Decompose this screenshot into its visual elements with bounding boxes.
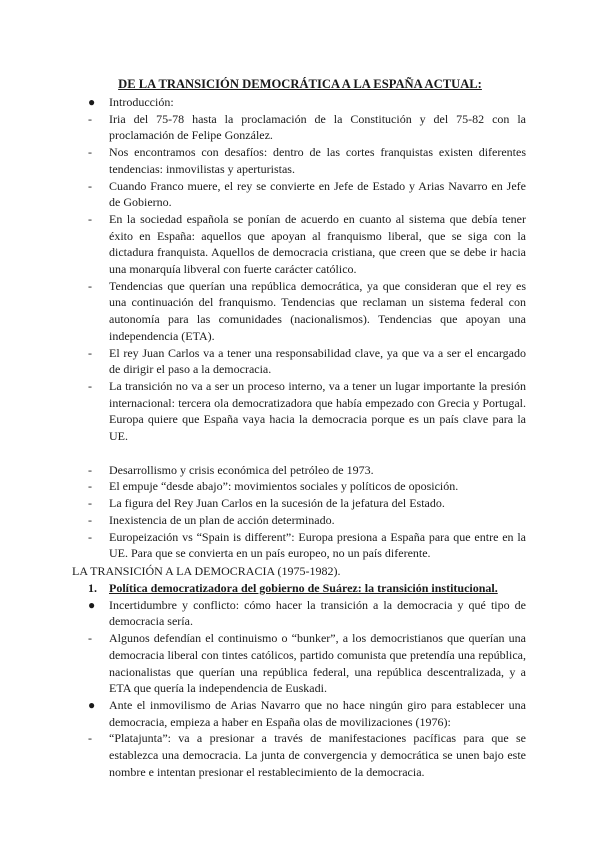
list-item xyxy=(88,278,526,345)
list-item-text: Inexistencia de un plan de acción determinado. xyxy=(109,512,335,527)
bullet-marker: ● xyxy=(88,697,96,712)
list-item xyxy=(88,211,526,278)
document-title: DE LA TRANSICIÓN DEMOCRÁTICA A LA ESPAÑA ACTUAL: xyxy=(118,77,482,91)
bullet-marker: ● xyxy=(88,597,96,612)
dash-marker: - xyxy=(88,631,92,646)
list-item xyxy=(88,111,526,144)
dash-marker: - xyxy=(88,529,92,544)
list-item-text: Cuando Franco muere, el rey se convierte en Jefe de Estado y Arias Navarro en Jefe de Gobierno. xyxy=(109,178,526,210)
dash-marker: - xyxy=(88,512,92,527)
section-list xyxy=(88,580,526,780)
dash-marker: - xyxy=(88,345,92,360)
list-item xyxy=(88,697,526,730)
list-item xyxy=(88,345,526,378)
intro-list xyxy=(88,94,526,562)
list-item-text: Nos encontramos con desafíos: dentro de las cortes franquistas existen diferentes tendencias: inmovilistas y aperturistas. xyxy=(109,145,526,176)
list-item-text: El empuje “desde abajo”: movimientos sociales y políticos de oposición. xyxy=(109,479,459,494)
list-item-text: La transición no va a ser un proceso interno, va a tener un lugar importante la presión internacional: tercera ola democratizadora que había empezado con Grecia y Portugal. Europa quiere que España vaya hacia la democracia porque es un país clave para la UE. xyxy=(109,378,526,444)
list-item-text: Ante el inmovilismo de Arias Navarro que no hace ningún giro para establecer una democracia, empieza a haber en España olas de movilizaciones (1976): xyxy=(109,697,526,729)
section-heading: LA TRANSICIÓN A LA DEMOCRACIA (1975-1982). xyxy=(72,564,341,578)
list-item-text: Desarrollismo y crisis económica del petróleo de 1973. xyxy=(109,462,374,477)
list-item xyxy=(88,597,526,630)
list-item xyxy=(88,378,526,445)
list-item xyxy=(88,94,526,111)
numbered-subheading xyxy=(88,580,526,597)
list-item xyxy=(88,495,526,512)
dash-marker: - xyxy=(88,178,92,193)
list-item-text: Europeización vs “Spain is different”: Europa presiona a España para que entre en la UE. Para que se convierta en un país europeo, no un país diferente. xyxy=(109,529,526,561)
spacer xyxy=(88,445,526,462)
list-item xyxy=(88,462,526,479)
number-marker: 1. xyxy=(88,581,97,595)
list-item-text: “Platajunta”: va a presionar a través de manifestaciones pacíficas para que se establezca una democracia. La junta de convergencia y democrática se unen bajo este nombre e intentan presionar el restablecimiento de la democracia. xyxy=(109,731,526,779)
bullet-marker: ● xyxy=(88,95,96,109)
dash-marker: - xyxy=(88,731,92,746)
list-item xyxy=(88,144,526,177)
list-item xyxy=(88,478,526,495)
list-item-text: Introducción: xyxy=(109,95,174,109)
list-item xyxy=(88,529,526,562)
list-item-text: El rey Juan Carlos va a tener una responsabilidad clave, ya que va a ser el encargado de dirigir el paso a la democracia. xyxy=(109,345,526,377)
list-item-text: La figura del Rey Juan Carlos en la sucesión de la jefatura del Estado. xyxy=(109,496,445,511)
subheading-text: Política democratizadora del gobierno de Suárez: la transición institucional. xyxy=(109,581,498,595)
dash-marker: - xyxy=(88,378,92,393)
dash-marker: - xyxy=(88,496,92,511)
list-item xyxy=(88,730,526,780)
list-item xyxy=(88,178,526,211)
list-item-text: Tendencias que querían una república democrática, ya que consideran que el rey es una continuación del franquismo. Tendencias que reclaman un sistema federal con autonomía para las comunidades (nacionalismos). Tendencias que apoyan una independencia (ETA). xyxy=(109,278,526,343)
dash-marker: - xyxy=(88,145,92,160)
list-item xyxy=(88,512,526,529)
list-item-text: Iria del 75-78 hasta la proclamación de la Constitución y del 75-82 con la proclamación de Felipe González. xyxy=(109,111,526,143)
dash-marker: - xyxy=(88,462,92,477)
list-item-text: Algunos defendían el continuismo o “bunker”, a los democristianos que querían una democracia liberal con tintes católicos, partido comunista que pretendía una república, nacionalistas que querían una república federal, una república descentralizada, y a ETA que quería la independencia de Euskadi. xyxy=(109,631,526,696)
list-item xyxy=(88,630,526,697)
dash-marker: - xyxy=(88,211,92,226)
dash-marker: - xyxy=(88,111,92,126)
dash-marker: - xyxy=(88,479,92,494)
dash-marker: - xyxy=(88,278,92,293)
list-item-text: Incertidumbre y conflicto: cómo hacer la transición a la democracia y qué tipo de democracia sería. xyxy=(109,597,526,629)
list-item-text: En la sociedad española se ponían de acuerdo en cuanto al sistema que debía tener éxito en España: aquellos que apoyan al franquismo liberal, que se siga con la dictadura franquista. Aquellos de democracia cristiana, que creen que se debe ir hacia una monarquía libveral con fuerte carácter católico. xyxy=(109,211,526,277)
